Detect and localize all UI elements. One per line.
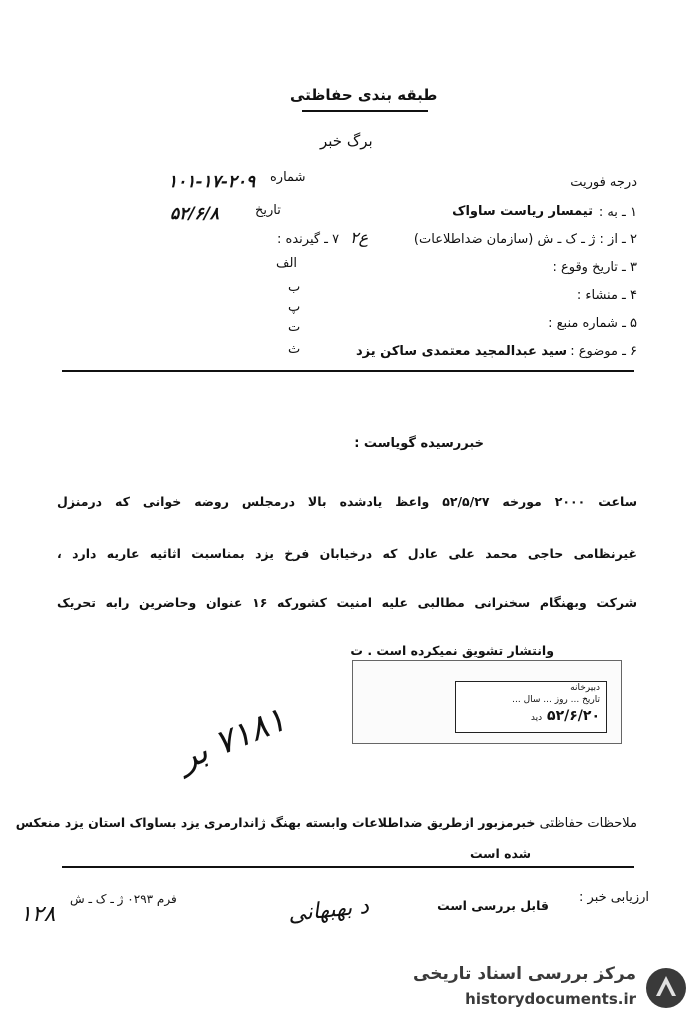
evaluation-value: قابل بررسی است (437, 898, 549, 913)
remarks-text: خبرمزبور ازطریق ضداطلاعات وابسته بهنگ ژاندارمری یزد بساواک استان یزد منعکس (15, 815, 536, 830)
classification-underline (302, 110, 428, 112)
body-line: شرکت وبهنگام سخنرانی مطالبی علیه امنیت کشورکه ۱۶ عنوان وحاضرین رابه تحریک (57, 595, 637, 610)
field-to-label: ۱ ـ به : (598, 205, 637, 220)
recipient-item: ث (288, 342, 301, 357)
field-from-label: ۲ ـ از : ژ ـ ک ـ ش (سازمان ضداطلاعات) (413, 232, 637, 247)
handwritten-signature: د بهبهانی (286, 893, 371, 928)
field-from-handwritten: ع۲ (350, 228, 369, 247)
stamp-date-row: تاریخ ... روز ... سال ... (512, 695, 600, 705)
number-value: ۱۰۱-۱۷-۲۰۹ (168, 172, 256, 192)
header-divider (62, 370, 634, 372)
body-line: ساعت ۲۰۰۰ مورخه ۵۲/۵/۲۷ واعظ یادشده بالا درمجلس روضه خوانی که درمنزل (57, 494, 637, 509)
archive-logo-icon (644, 966, 688, 1010)
stamp-date-number: ۵۲/۶/۲۰ (547, 708, 600, 724)
recipient-item: ت (288, 320, 301, 335)
number-label: شماره (270, 170, 306, 185)
watermark-url: historydocuments.ir (465, 990, 636, 1008)
date-value: ۵۲/۶/۸ (170, 204, 219, 224)
remarks-label (16, 815, 637, 831)
body-line: غیرنظامی حاجی محمد علی عادل که درخیابان فرخ یزد بمناسبت اثاثیه عاریه دارد ، (57, 546, 637, 561)
field-origin-label: ۴ ـ منشاء : (576, 288, 637, 303)
margin-number: ۱۲۸ (20, 902, 56, 927)
classification-title: طبقه بندی حفاظتی (290, 86, 438, 104)
form-code: فرم ۰۲۹۳ ژ ـ ک ـ ش (70, 892, 177, 906)
remarks-text-continued: شده است (469, 846, 531, 861)
field-source-number-label: ۵ ـ شماره منبع : (548, 316, 637, 331)
body-greeting: خبررسیده گویاست : (354, 436, 484, 451)
body-line: وانتشار تشویق نمیکرده است . ت (350, 643, 554, 658)
remarks-title: ملاحظات حفاظتی (539, 816, 637, 831)
field-to-value: تیمسار ریاست ساواک (452, 204, 593, 219)
stamp-seen: دید (530, 713, 543, 723)
registry-stamp-box (455, 681, 607, 733)
date-label: تاریخ (255, 203, 281, 218)
stamp-office: دبیرخانه (570, 683, 600, 693)
watermark-name: مرکز بررسی اسناد تاریخی (413, 964, 636, 984)
field-event-date-label: ۳ ـ تاریخ وقوع : (552, 260, 637, 275)
handwritten-annotation: ۷۱۸۱ بر (172, 699, 292, 779)
urgency-label: درجه فوریت (570, 175, 637, 190)
recipient-item: پ (288, 300, 301, 315)
registry-stamp (352, 660, 622, 744)
archive-watermark (408, 960, 688, 1020)
field-subject-value: سید عبدالمجید معتمدی ساکن یزد (355, 344, 567, 359)
field-subject-label: ۶ ـ موضوع : (570, 344, 637, 359)
recipient-label: ۷ ـ گیرنده : (277, 232, 340, 247)
recipient-item: الف (276, 256, 298, 271)
recipient-item: ب (288, 280, 301, 295)
stamp-date-value (531, 708, 600, 724)
remarks-divider (62, 866, 634, 868)
evaluation-label: ارزیابی خبر : (579, 890, 649, 905)
document-type-title: برگ خبر (320, 132, 373, 150)
